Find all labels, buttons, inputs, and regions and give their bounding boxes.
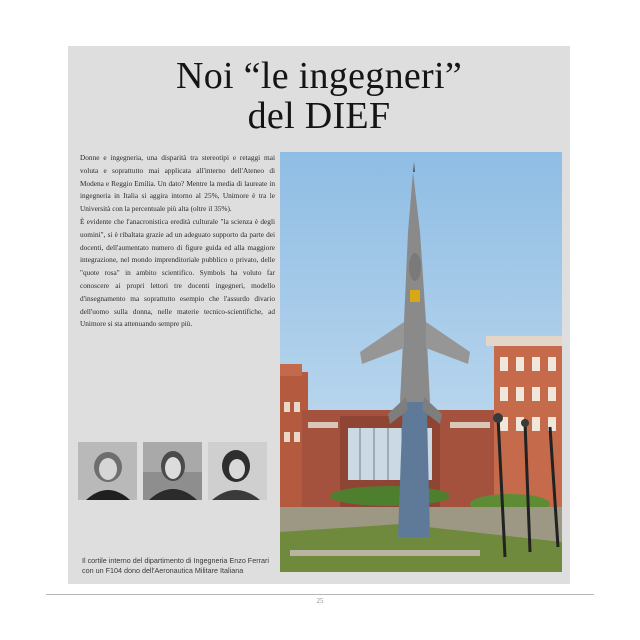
portrait-photo-3 <box>208 442 267 500</box>
page-number: 25 <box>316 597 324 605</box>
courtyard-photo <box>280 152 562 572</box>
footer-divider <box>46 594 594 595</box>
photo-caption <box>82 556 272 576</box>
caption-line-2: con un F104 dono dell'Aeronautica Militare Italiana <box>82 566 244 575</box>
paragraph-2: È evidente che l'anacronistica eredità culturale "la scienza è degli uomini", si è ribaltata grazie ad un adeguato supporto da parte dei docenti, dell'aumentato numero di figure guida ed alla maggiore integrazione, nel mondo imprenditoriale pubblico o privato, delle "quote rosa" in ambito scientifico. Symbols ha voluto far conoscere ai propri lettori tre docenti ingegneri, modello d'insegnamento ma soprattutto esempio che l'assurdo divario dell'uomo sulla donna, nelle materie tecnico-scientifiche, ad Unimore si sta attenuando sempre più. <box>80 216 275 329</box>
article-body <box>80 152 275 331</box>
article-panel <box>68 46 570 584</box>
page-title <box>68 56 570 136</box>
title-line-2: del DIEF <box>247 95 391 137</box>
paragraph-1: Donne e ingegneria, una disparità tra stereotipi e retaggi mai voluta e soprattutto mai applicata all'interno dell'Ateneo di Modena e Reggio Emilia. Un dato? Mentre la media di laureate in ingegneria in Italia si aggira intorno al 25%, Unimore è tra le Università con la percentuale più alta (oltre il 35%). <box>80 153 275 214</box>
portrait-photo-1 <box>78 442 137 500</box>
portrait-row <box>78 442 268 500</box>
title-line-1: Noi “le ingegneri” <box>175 55 463 97</box>
caption-line-1: Il cortile interno del dipartimento di Ingegneria Enzo Ferrari <box>82 556 269 565</box>
portrait-photo-2 <box>143 442 202 500</box>
